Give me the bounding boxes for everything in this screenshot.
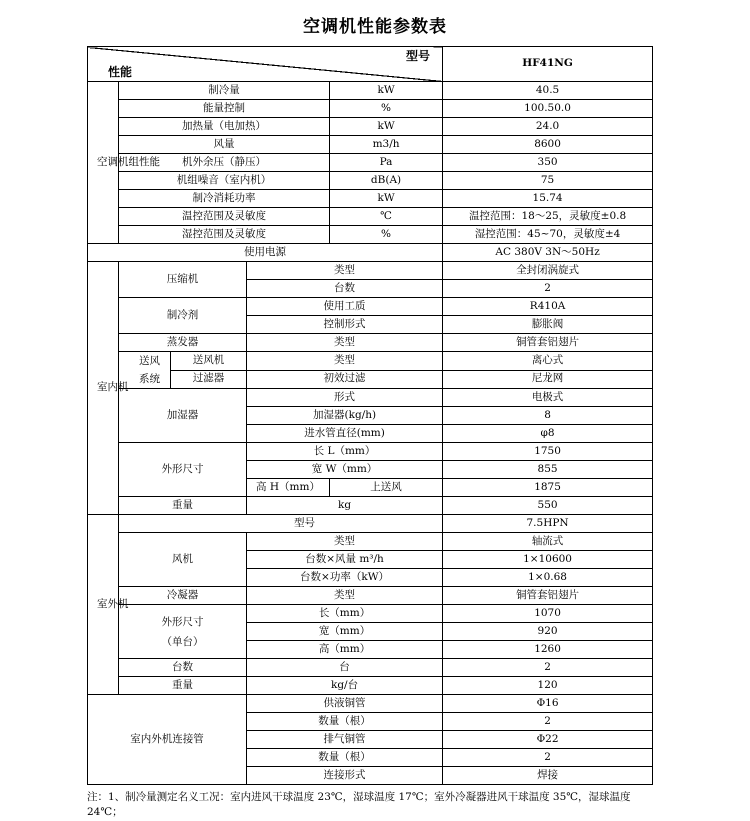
performance-header-label: 性能 bbox=[108, 64, 133, 79]
diagonal-header-cell bbox=[88, 47, 443, 82]
compressor-label: 压缩机 bbox=[119, 262, 247, 298]
row-name: 连接形式 bbox=[247, 767, 443, 785]
table-row bbox=[88, 82, 653, 100]
row-value: Φ22 bbox=[443, 731, 653, 749]
row-name: 数量（根） bbox=[247, 713, 443, 731]
row-value: φ8 bbox=[443, 425, 653, 443]
row-unit: % bbox=[330, 100, 443, 118]
unit-group-label: 空调机组性能 bbox=[88, 82, 119, 244]
table-row bbox=[88, 515, 653, 533]
row-name: 控制形式 bbox=[247, 316, 443, 334]
row-value: 1×10600 bbox=[443, 551, 653, 569]
row-name: 长 L（mm） bbox=[247, 443, 443, 461]
table-row bbox=[88, 136, 653, 154]
table-row bbox=[88, 226, 653, 244]
row-value: 铜管套铝翅片 bbox=[443, 334, 653, 352]
table-row bbox=[88, 154, 653, 172]
row-value: 100.50.0 bbox=[443, 100, 653, 118]
row-value: 2 bbox=[443, 749, 653, 767]
power-supply-label: 使用电源 bbox=[88, 244, 443, 262]
outdoor-group-label: 室外机 bbox=[88, 515, 119, 695]
row-value: 2 bbox=[443, 280, 653, 298]
air-system-label: 送风 系统 bbox=[119, 352, 171, 389]
table-row bbox=[88, 443, 653, 461]
humidifier-label: 加湿器 bbox=[119, 389, 247, 443]
row-name: 宽（mm） bbox=[247, 623, 443, 641]
row-unit: ℃ bbox=[330, 208, 443, 226]
table-row bbox=[88, 677, 653, 695]
row-value: 离心式 bbox=[443, 352, 653, 371]
table-row bbox=[88, 172, 653, 190]
row-unit: dB(A) bbox=[330, 172, 443, 190]
row-value: 湿控范围：45~70，灵敏度±4 bbox=[443, 226, 653, 244]
row-name: 类型 bbox=[247, 533, 443, 551]
row-unit: kW bbox=[330, 118, 443, 136]
row-value: 1750 bbox=[443, 443, 653, 461]
row-value: 40.5 bbox=[443, 82, 653, 100]
table-row bbox=[88, 100, 653, 118]
row-unit: 台 bbox=[247, 659, 443, 677]
row-name: 台数×功率（kW） bbox=[247, 569, 443, 587]
row-value: 电极式 bbox=[443, 389, 653, 407]
row-name: 制冷消耗功率 bbox=[119, 190, 330, 208]
row-value: 膨胀阀 bbox=[443, 316, 653, 334]
row-value: 75 bbox=[443, 172, 653, 190]
row-value: 焊接 bbox=[443, 767, 653, 785]
row-name: 排气铜管 bbox=[247, 731, 443, 749]
row-name: 初效过滤 bbox=[247, 370, 443, 389]
row-name: 供液铜管 bbox=[247, 695, 443, 713]
row-value: 8 bbox=[443, 407, 653, 425]
row-value: 855 bbox=[443, 461, 653, 479]
row-value: Φ16 bbox=[443, 695, 653, 713]
page-title: 空调机性能参数表 bbox=[303, 17, 447, 37]
row-value: 15.74 bbox=[443, 190, 653, 208]
row-name: 高（mm） bbox=[247, 641, 443, 659]
refrigerant-label: 制冷剂 bbox=[119, 298, 247, 334]
row-value: 7.5HPN bbox=[443, 515, 653, 533]
row-name: 数量（根） bbox=[247, 749, 443, 767]
table-row bbox=[88, 533, 653, 551]
row-value: 550 bbox=[443, 497, 653, 515]
table-row bbox=[88, 262, 653, 280]
outdoor-model-label: 型号 bbox=[119, 515, 443, 533]
row-value: 2 bbox=[443, 713, 653, 731]
row-unit: % bbox=[330, 226, 443, 244]
outdoor-count-label: 台数 bbox=[119, 659, 247, 677]
row-name: 使用工质 bbox=[247, 298, 443, 316]
row-name: 台数×风量 m³/h bbox=[247, 551, 443, 569]
footnote: 注：1、制冷量测定名义工况：室内进风干球温度 23℃，湿球温度 17℃；室外冷凝器进风干球温度 35℃，湿球温度 24℃； bbox=[87, 791, 631, 818]
fan-label: 送风机 bbox=[171, 352, 247, 371]
row-value: 24.0 bbox=[443, 118, 653, 136]
indoor-weight-label: 重量 bbox=[119, 497, 247, 515]
row-name: 宽 W（mm） bbox=[247, 461, 443, 479]
table-row bbox=[88, 190, 653, 208]
outdoor-fan-label: 风机 bbox=[119, 533, 247, 587]
row-name: 机组噪音（室内机） bbox=[119, 172, 330, 190]
filter-label: 过滤器 bbox=[171, 370, 247, 389]
height-label: 高 H（mm） bbox=[247, 479, 330, 497]
table-row bbox=[88, 118, 653, 136]
table-row bbox=[88, 659, 653, 677]
indoor-dimensions-label: 外形尺寸 bbox=[119, 443, 247, 497]
row-name: 能量控制 bbox=[119, 100, 330, 118]
row-name: 加湿器(kg/h) bbox=[247, 407, 443, 425]
outdoor-dimensions-label: 外形尺寸 （单台） bbox=[119, 605, 247, 659]
indoor-group-label: 室内机 bbox=[88, 262, 119, 515]
table-row bbox=[88, 244, 653, 262]
row-value: 8600 bbox=[443, 136, 653, 154]
row-value: 温控范围：18～25，灵敏度±0.8 bbox=[443, 208, 653, 226]
row-name: 温控范围及灵敏度 bbox=[119, 208, 330, 226]
row-value: 尼龙网 bbox=[443, 370, 653, 389]
outdoor-weight-label: 重量 bbox=[119, 677, 247, 695]
table-row bbox=[88, 587, 653, 605]
row-name: 类型 bbox=[247, 587, 443, 605]
row-value: 1070 bbox=[443, 605, 653, 623]
row-value: 轴流式 bbox=[443, 533, 653, 551]
row-name: 类型 bbox=[247, 262, 443, 280]
row-name: 湿控范围及灵敏度 bbox=[119, 226, 330, 244]
row-unit: Pa bbox=[330, 154, 443, 172]
spec-table bbox=[87, 46, 653, 785]
header-row bbox=[88, 47, 653, 82]
row-value: 全封闭涡旋式 bbox=[443, 262, 653, 280]
row-value: R410A bbox=[443, 298, 653, 316]
row-name: 长（mm） bbox=[247, 605, 443, 623]
table-row bbox=[88, 370, 653, 389]
row-name: 类型 bbox=[247, 334, 443, 352]
row-name: 类型 bbox=[247, 352, 443, 371]
table-row bbox=[88, 497, 653, 515]
row-value: 1260 bbox=[443, 641, 653, 659]
row-unit: kg/台 bbox=[247, 677, 443, 695]
evaporator-label: 蒸发器 bbox=[119, 334, 247, 352]
table-row bbox=[88, 298, 653, 316]
row-name: 风量 bbox=[119, 136, 330, 154]
table-row bbox=[88, 334, 653, 352]
row-value: 1875 bbox=[443, 479, 653, 497]
row-unit: kg bbox=[247, 497, 443, 515]
piping-label: 室内外机连接管 bbox=[88, 695, 247, 785]
row-name: 制冷量 bbox=[119, 82, 330, 100]
row-name: 进水管直径(mm) bbox=[247, 425, 443, 443]
row-value: 铜管套铝翅片 bbox=[443, 587, 653, 605]
row-value: 1×0.68 bbox=[443, 569, 653, 587]
model-value: HF41NG bbox=[443, 47, 653, 82]
table-row bbox=[88, 695, 653, 713]
height-sub-label: 上送风 bbox=[330, 479, 443, 497]
row-unit: kW bbox=[330, 190, 443, 208]
table-row bbox=[88, 389, 653, 407]
table-row bbox=[88, 605, 653, 623]
condenser-label: 冷凝器 bbox=[119, 587, 247, 605]
table-row bbox=[88, 352, 653, 371]
row-value: 920 bbox=[443, 623, 653, 641]
power-supply-value: AC 380V 3N～50Hz bbox=[443, 244, 653, 262]
row-name: 台数 bbox=[247, 280, 443, 298]
row-value: 350 bbox=[443, 154, 653, 172]
table-row bbox=[88, 208, 653, 226]
row-unit: m3/h bbox=[330, 136, 443, 154]
row-unit: kW bbox=[330, 82, 443, 100]
row-value: 120 bbox=[443, 677, 653, 695]
model-header-label: 型号 bbox=[406, 49, 431, 63]
row-name: 机外余压（静压） bbox=[119, 154, 330, 172]
row-name: 形式 bbox=[247, 389, 443, 407]
row-value: 2 bbox=[443, 659, 653, 677]
row-name: 加热量（电加热） bbox=[119, 118, 330, 136]
